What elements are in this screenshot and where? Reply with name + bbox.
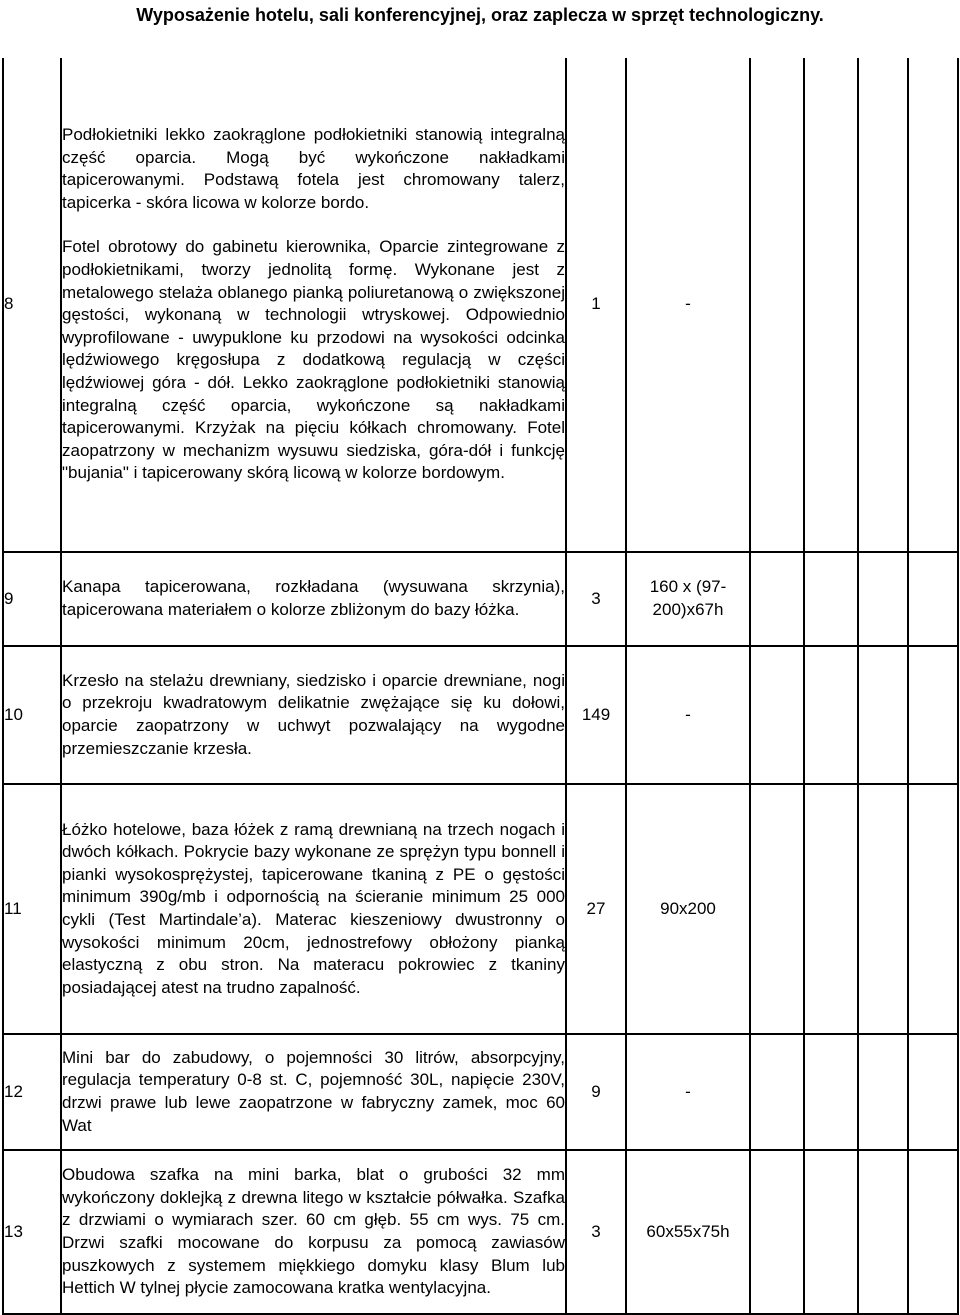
- empty-cell: [858, 1034, 908, 1150]
- empty-cell: [858, 1150, 908, 1314]
- table-row: [3, 1150, 958, 1314]
- item-dimensions: 90x200: [626, 784, 750, 1034]
- table-row: [3, 1034, 958, 1150]
- table-row: [3, 552, 958, 646]
- empty-cell: [908, 1150, 958, 1314]
- page-title: Wyposażenie hotelu, sali konferencyjnej, oraz zaplecza w sprzęt technologiczny.: [136, 5, 824, 25]
- empty-cell: [858, 784, 908, 1034]
- item-description: [61, 784, 566, 1034]
- item-quantity: 3: [566, 1150, 626, 1314]
- table-row: [3, 646, 958, 784]
- item-quantity: 3: [566, 552, 626, 646]
- row-number: 8: [3, 58, 61, 552]
- empty-cell: [804, 552, 858, 646]
- item-description: [61, 1034, 566, 1150]
- item-description: [61, 1150, 566, 1314]
- item-dimensions: 60x55x75h: [626, 1150, 750, 1314]
- equipment-table: [2, 58, 959, 1315]
- item-quantity: 27: [566, 784, 626, 1034]
- description-paragraph: Podłokietniki lekko zaokrąglone podłokietniki stanowią integralną część oparcia. Mogą być wykończone nakładkami tapicerowanymi. Podstawą fotela jest chromowany talerz, tapicerka - skóra licowa w kolorze bordo.: [62, 125, 565, 212]
- empty-cell: [804, 646, 858, 784]
- empty-cell: [908, 552, 958, 646]
- empty-cell: [908, 646, 958, 784]
- item-description: [61, 58, 566, 552]
- empty-cell: [750, 784, 804, 1034]
- description-paragraph: Łóżko hotelowe, baza łóżek z ramą drewnianą na trzech nogach i dwóch kółkach. Pokrycie bazy wykonane ze sprężyn typu bonnell i pianki wysokosprężystej, tapicerowane tkaniną z PE o gęstości minimum 390g/mb i odpornością na ścieranie minimum 25 000 cykli (Test Martindale’a). Materac kieszeniowy dwustronny o wysokości minimum 20cm, jednostrefowy obłożony pianką elastyczną z obu stron. Na materacu pokrowiec z tkaniny posiadającej atest na trudno zapalność.: [62, 819, 565, 997]
- row-number: 13: [3, 1150, 61, 1314]
- empty-cell: [858, 646, 908, 784]
- empty-cell: [750, 646, 804, 784]
- table-row: [3, 58, 958, 552]
- item-dimensions: 160 x (97-200)x67h: [626, 552, 750, 646]
- table-row: [3, 784, 958, 1034]
- description-paragraph: Mini bar do zabudowy, o pojemności 30 litrów, absorpcyjny, regulacja temperatury 0-8 st. C, pojemność 30L, napięcie 230V, drzwi prawe lub lewe zaopatrzone w fabryczny zamek, moc 60 Wat: [62, 1047, 565, 1135]
- empty-cell: [804, 1034, 858, 1150]
- row-number: 9: [3, 552, 61, 646]
- description-paragraph: Fotel obrotowy do gabinetu kierownika, Oparcie zintegrowane z podłokietnikami, tworzy jednolitą formę. Wykonane jest z metalowego stelaża oblanego pianką poliuretanową o zwiększonej gęstości, wykonaną w technologii wtryskowej. Odpowiednio wyprofilowane - uwypuklone ku przodowi na wysokości odcinka lędźwiowego kręgosłupa z dodatkową regulacją w części lędźwiowej góra - dół. Lekko zaokrąglone podłokietniki stanowią integralną część oparcia, wykończone są nakładkami tapicerowanymi. Krzyżak na pięciu kółkach chromowany. Fotel zaopatrzony w mechanizm wysuwu siedziska, góra-dół i funkcję "bujania" i tapicerowany skórą licową w kolorze bordowym.: [62, 237, 565, 483]
- empty-cell: [908, 784, 958, 1034]
- empty-cell: [908, 1034, 958, 1150]
- item-description: [61, 552, 566, 646]
- item-description: [61, 646, 566, 784]
- item-dimensions: -: [626, 646, 750, 784]
- item-dimensions: -: [626, 1034, 750, 1150]
- empty-cell: [858, 58, 908, 552]
- item-dimensions: -: [626, 58, 750, 552]
- empty-cell: [858, 552, 908, 646]
- empty-cell: [750, 552, 804, 646]
- empty-cell: [804, 1150, 858, 1314]
- empty-cell: [750, 1150, 804, 1314]
- row-number: 12: [3, 1034, 61, 1150]
- item-quantity: 9: [566, 1034, 626, 1150]
- empty-cell: [804, 784, 858, 1034]
- empty-cell: [804, 58, 858, 552]
- empty-cell: [750, 58, 804, 552]
- description-paragraph: Krzesło na stelażu drewniany, siedzisko i oparcie drewniane, nogi o przekroju kwadratowym delikatnie zwężające się ku dołowi, oparcie zaopatrzony w uchwyt pozwalający na wygodne przemieszczanie krzesła.: [62, 670, 565, 758]
- row-number: 10: [3, 646, 61, 784]
- description-paragraph: Kanapa tapicerowana, rozkładana (wysuwana skrzynia), tapicerowana materiałem o kolorze zbliżonym do bazy łóżka.: [62, 577, 565, 619]
- row-number: 11: [3, 784, 61, 1034]
- empty-cell: [750, 1034, 804, 1150]
- empty-cell: [908, 58, 958, 552]
- item-quantity: 1: [566, 58, 626, 552]
- description-paragraph: Obudowa szafka na mini barka, blat o grubości 32 mm wykończony doklejką z drewna litego w kształcie półwałka. Szafka z drzwiami o wymiarach szer. 60 cm głęb. 55 cm wys. 75 cm. Drzwi szafki mocowane do korpusu za pomocą zawiasów puszkowych z systemem miękkiego domyku klasy Blum lub Hettich W tylnej płycie zamocowana kratka wentylacyjna.: [62, 1165, 565, 1298]
- item-quantity: 149: [566, 646, 626, 784]
